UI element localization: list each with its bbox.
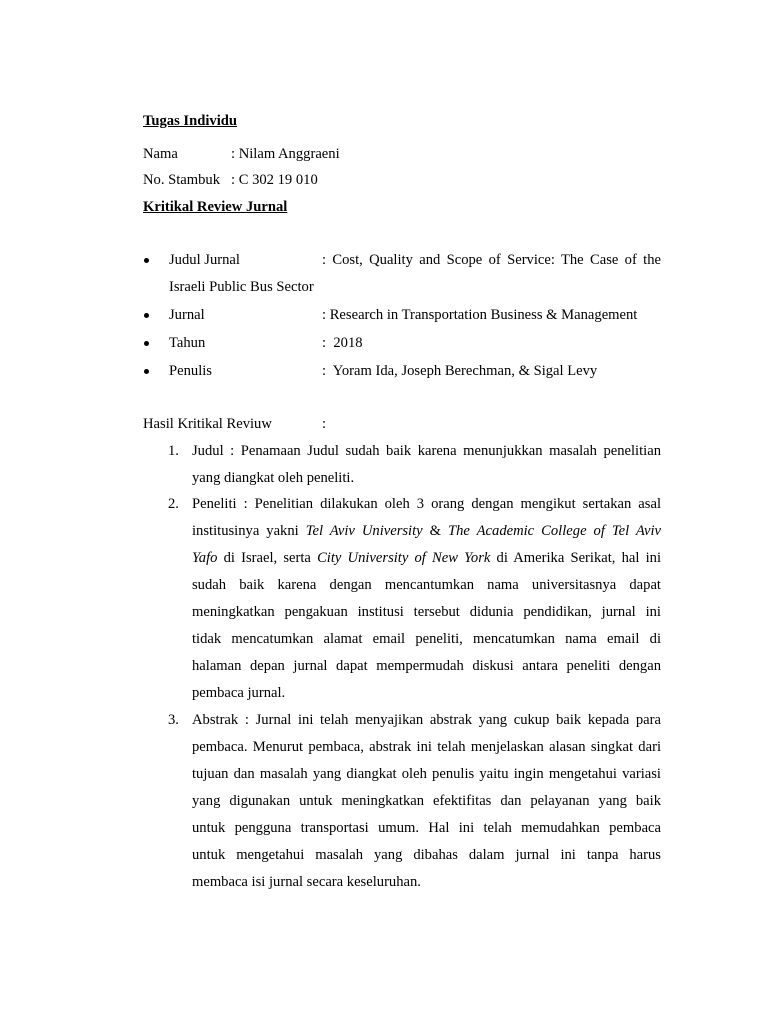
list-item-text: Peneliti : Penelitian dilakukan oleh 3 orang dengan mengikut sertakan asal xyxy=(192,496,661,512)
list-item-text: sudah baik karena dengan mencantumkan nama universitasnya dapat xyxy=(192,577,661,593)
tahun-value: : 2018 xyxy=(322,335,363,351)
bullet-icon xyxy=(144,258,149,263)
penulis-label: Penulis xyxy=(169,363,212,379)
list-item-text: tujuan dan masalah yang diangkat oleh penulis yaitu ingin mengetahui variasi xyxy=(192,766,661,782)
list-item-text: meningkatkan pengakuan institusi tersebut didunia pendidikan, jurnal ini xyxy=(192,604,661,620)
list-item-text: pembaca jurnal. xyxy=(192,685,286,701)
jurnal-label: Jurnal xyxy=(169,307,205,323)
list-item-text: yang diangkat oleh peneliti. xyxy=(192,470,355,486)
document-subtitle: Kritikal Review Jurnal xyxy=(143,199,288,215)
list-item-text: tidak mencatumkan alamat email peneliti, mencatumkan nama email di xyxy=(192,631,661,647)
stambuk-label: No. Stambuk xyxy=(143,172,221,188)
stambuk-value: : C 302 19 010 xyxy=(231,172,318,188)
list-item-text-part: institusinya yakni xyxy=(192,523,299,539)
list-item-text-part: di Amerika Serikat, hal ini xyxy=(496,550,662,566)
list-item-text: yang digunakan untuk meningkatkan efektifitas dan pelayanan yang baik xyxy=(192,793,661,809)
bullet-icon xyxy=(144,313,149,318)
list-number: 3. xyxy=(168,712,179,728)
list-number: 1. xyxy=(168,443,179,459)
university-name: Tel Aviv University xyxy=(305,523,423,539)
bullet-icon xyxy=(144,341,149,346)
judul-value-continued: Israeli Public Bus Sector xyxy=(169,279,314,295)
nama-label: Nama xyxy=(143,146,178,162)
document-title: Tugas Individu xyxy=(143,113,237,129)
list-item-text: halaman depan jurnal dapat mempermudah diskusi antara peneliti dengan xyxy=(192,658,661,674)
jurnal-value: : Research in Transportation Business & Management xyxy=(322,307,638,323)
judul-value: : Cost, Quality and Scope of Service: The Case of the xyxy=(322,252,661,268)
list-item-text: Abstrak : Jurnal ini telah menyajikan abstrak yang cukup baik kepada para xyxy=(192,712,661,728)
university-name: The Academic College of Tel Aviv xyxy=(448,523,662,539)
list-item-text: pembaca. Menurut pembaca, abstrak ini telah menjelaskan alasan singkat dari xyxy=(192,739,661,755)
list-item-text-part: di Israel, serta xyxy=(223,550,311,566)
review-heading-colon: : xyxy=(322,416,327,432)
list-item-text xyxy=(192,522,661,540)
list-item-text: untuk mengetahui masalah yang dibahas dalam jurnal ini tanpa harus xyxy=(192,847,661,863)
university-name: City University of New York xyxy=(317,550,491,566)
judul-label: Judul Jurnal xyxy=(169,252,240,268)
list-item-text-part: & xyxy=(429,523,442,539)
list-item-text: untuk pengguna transportasi umum. Hal ini telah memudahkan pembaca xyxy=(192,820,661,836)
penulis-value: : Yoram Ida, Joseph Berechman, & Sigal Levy xyxy=(322,363,598,379)
university-name: Yafo xyxy=(192,550,218,566)
nama-value: : Nilam Anggraeni xyxy=(231,146,340,162)
bullet-icon xyxy=(144,369,149,374)
list-item-text xyxy=(192,549,661,567)
list-item-text: Judul : Penamaan Judul sudah baik karena menunjukkan masalah penelitian xyxy=(192,443,661,459)
list-number: 2. xyxy=(168,496,179,512)
review-heading: Hasil Kritikal Reviuw xyxy=(143,416,272,432)
list-item-text: membaca isi jurnal secara keseluruhan. xyxy=(192,874,421,890)
tahun-label: Tahun xyxy=(169,335,206,351)
